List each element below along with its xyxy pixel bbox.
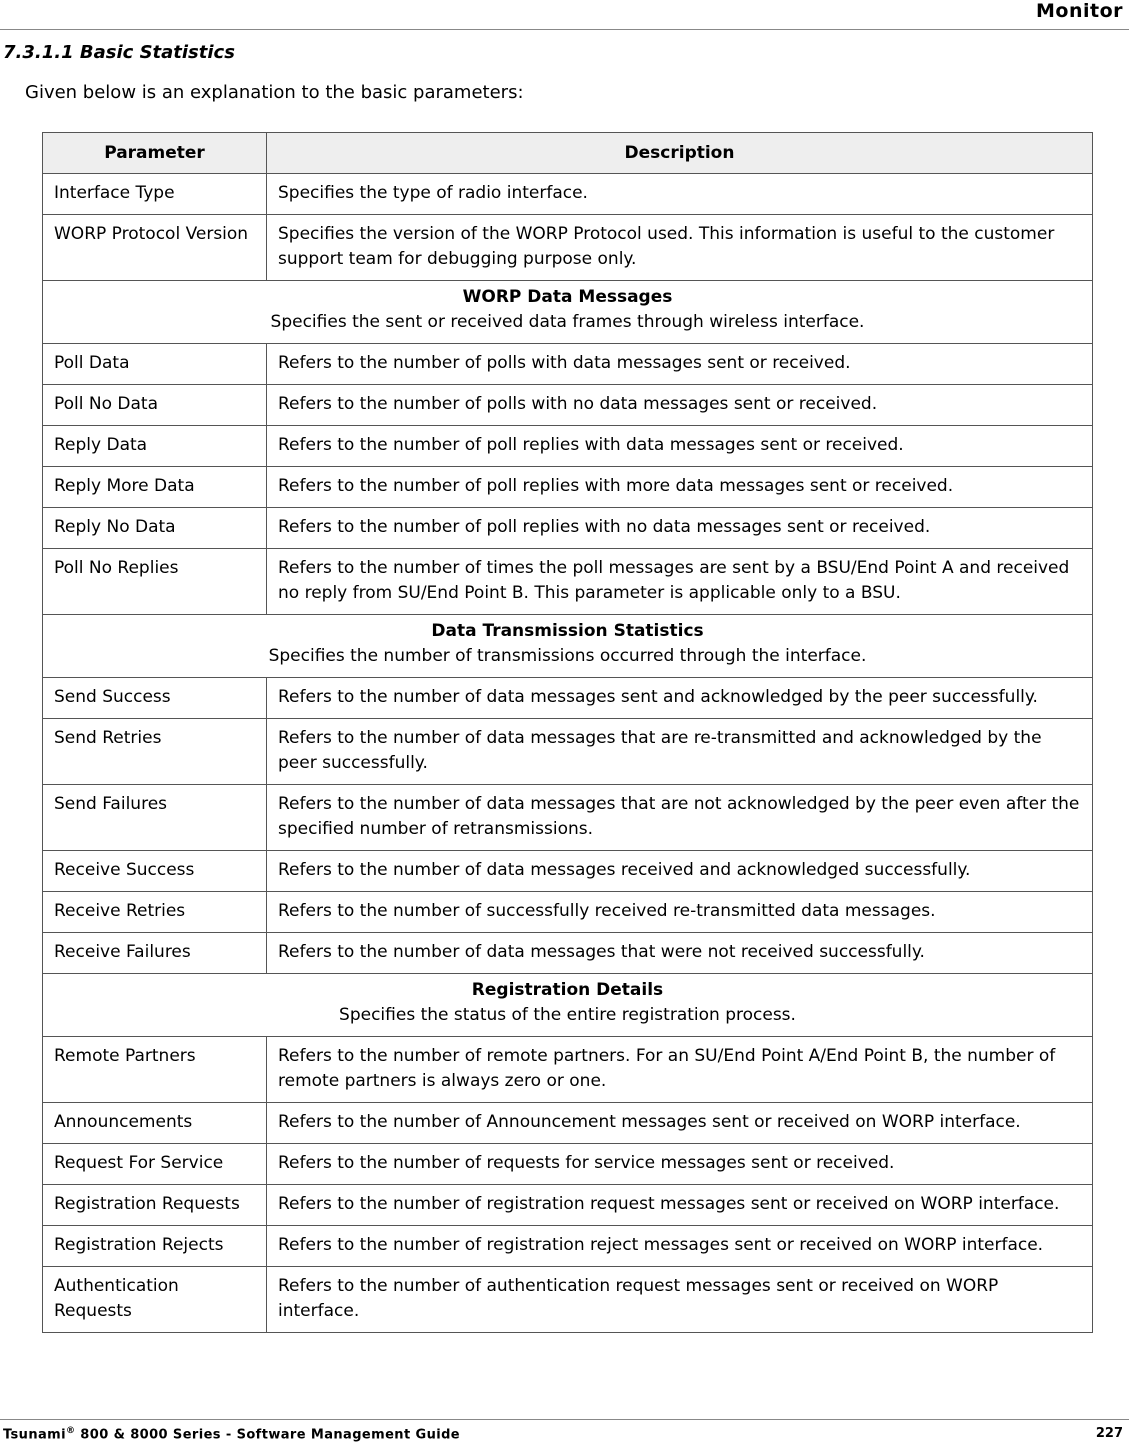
description-cell: Refers to the number of poll replies with no data messages sent or received. (267, 508, 1093, 549)
description-cell: Refers to the number of data messages that were not received successfully. (267, 933, 1093, 974)
parameter-cell: Reply Data (43, 426, 267, 467)
table-row (43, 785, 1093, 851)
parameter-cell: WORP Protocol Version (43, 215, 267, 281)
table-row (43, 678, 1093, 719)
description-cell: Refers to the number of poll replies with more data messages sent or received. (267, 467, 1093, 508)
parameters-table (42, 132, 1093, 1333)
group-heading-row (43, 281, 1093, 344)
footer-guide-name: 800 & 8000 Series - Software Management Guide (75, 1427, 461, 1443)
parameter-cell: Reply No Data (43, 508, 267, 549)
page-number: 227 (1095, 1426, 1123, 1441)
table-row (43, 1267, 1093, 1333)
section-title: 7.3.1.1 Basic Statistics (3, 42, 235, 63)
registered-mark: ® (65, 1426, 76, 1436)
parameter-cell: Registration Requests (43, 1185, 267, 1226)
description-cell: Refers to the number of Announcement messages sent or received on WORP interface. (267, 1103, 1093, 1144)
table-row (43, 1226, 1093, 1267)
description-cell: Refers to the number of times the poll messages are sent by a BSU/End Point A and received no reply from SU/End Point B. This parameter is applicable only to a BSU. (267, 549, 1093, 615)
description-cell: Specifies the type of radio interface. (267, 174, 1093, 215)
table-row (43, 508, 1093, 549)
page-header-title: Monitor (1035, 0, 1123, 22)
description-cell: Refers to the number of data messages received and acknowledged successfully. (267, 851, 1093, 892)
description-cell: Refers to the number of authentication request messages sent or received on WORP interface. (267, 1267, 1093, 1333)
description-cell: Refers to the number of polls with data messages sent or received. (267, 344, 1093, 385)
parameter-cell: Send Retries (43, 719, 267, 785)
group-heading-cell (43, 974, 1093, 1037)
parameter-cell: Poll Data (43, 344, 267, 385)
description-cell: Refers to the number of requests for service messages sent or received. (267, 1144, 1093, 1185)
table-row (43, 385, 1093, 426)
description-column-header: Description (267, 133, 1093, 174)
table-row (43, 426, 1093, 467)
group-heading-row (43, 615, 1093, 678)
parameter-cell: Receive Retries (43, 892, 267, 933)
parameter-cell: Request For Service (43, 1144, 267, 1185)
footer-divider (0, 1419, 1129, 1420)
description-cell: Refers to the number of registration request messages sent or received on WORP interface. (267, 1185, 1093, 1226)
description-cell: Refers to the number of poll replies with data messages sent or received. (267, 426, 1093, 467)
description-cell: Refers to the number of remote partners. For an SU/End Point A/End Point B, the number of remote partners is always zero or one. (267, 1037, 1093, 1103)
table-row (43, 719, 1093, 785)
parameter-cell: Send Failures (43, 785, 267, 851)
parameter-cell: Announcements (43, 1103, 267, 1144)
group-title: WORP Data Messages (462, 287, 673, 307)
parameter-cell: Authentication Requests (43, 1267, 267, 1333)
table-row (43, 1144, 1093, 1185)
table-row (43, 215, 1093, 281)
table-row (43, 174, 1093, 215)
table-row (43, 549, 1093, 615)
table-row (43, 892, 1093, 933)
table-row (43, 851, 1093, 892)
parameter-cell: Receive Failures (43, 933, 267, 974)
table-row (43, 344, 1093, 385)
description-cell: Refers to the number of successfully received re-transmitted data messages. (267, 892, 1093, 933)
parameter-cell: Interface Type (43, 174, 267, 215)
parameter-cell: Reply More Data (43, 467, 267, 508)
group-title: Data Transmission Statistics (431, 621, 704, 641)
table-row (43, 933, 1093, 974)
parameter-cell: Send Success (43, 678, 267, 719)
group-heading-row (43, 974, 1093, 1037)
group-heading-cell (43, 615, 1093, 678)
header-divider (0, 29, 1129, 30)
parameter-cell: Registration Rejects (43, 1226, 267, 1267)
group-description: Specifies the sent or received data frames through wireless interface. (270, 312, 865, 332)
description-cell: Refers to the number of data messages that are re-transmitted and acknowledged by the peer successfully. (267, 719, 1093, 785)
table-row (43, 1185, 1093, 1226)
group-heading-cell (43, 281, 1093, 344)
parameter-column-header: Parameter (43, 133, 267, 174)
parameter-cell: Poll No Data (43, 385, 267, 426)
description-cell: Refers to the number of registration reject messages sent or received on WORP interface. (267, 1226, 1093, 1267)
intro-text: Given below is an explanation to the basic parameters: (25, 82, 524, 103)
table-row (43, 467, 1093, 508)
table-header-row (43, 133, 1093, 174)
parameter-cell: Remote Partners (43, 1037, 267, 1103)
description-cell: Refers to the number of polls with no data messages sent or received. (267, 385, 1093, 426)
description-cell: Refers to the number of data messages that are not acknowledged by the peer even after the specified number of retransmissions. (267, 785, 1093, 851)
footer-product: Tsunami (3, 1427, 66, 1443)
footer-guide-title (3, 1426, 460, 1442)
parameter-cell: Poll No Replies (43, 549, 267, 615)
table-row (43, 1037, 1093, 1103)
group-title: Registration Details (471, 980, 664, 1000)
group-description: Specifies the status of the entire registration process. (339, 1005, 796, 1025)
description-cell: Refers to the number of data messages sent and acknowledged by the peer successfully. (267, 678, 1093, 719)
parameter-cell: Receive Success (43, 851, 267, 892)
group-description: Specifies the number of transmissions occurred through the interface. (268, 646, 867, 666)
description-cell: Specifies the version of the WORP Protocol used. This information is useful to the customer support team for debugging purpose only. (267, 215, 1093, 281)
table-row (43, 1103, 1093, 1144)
